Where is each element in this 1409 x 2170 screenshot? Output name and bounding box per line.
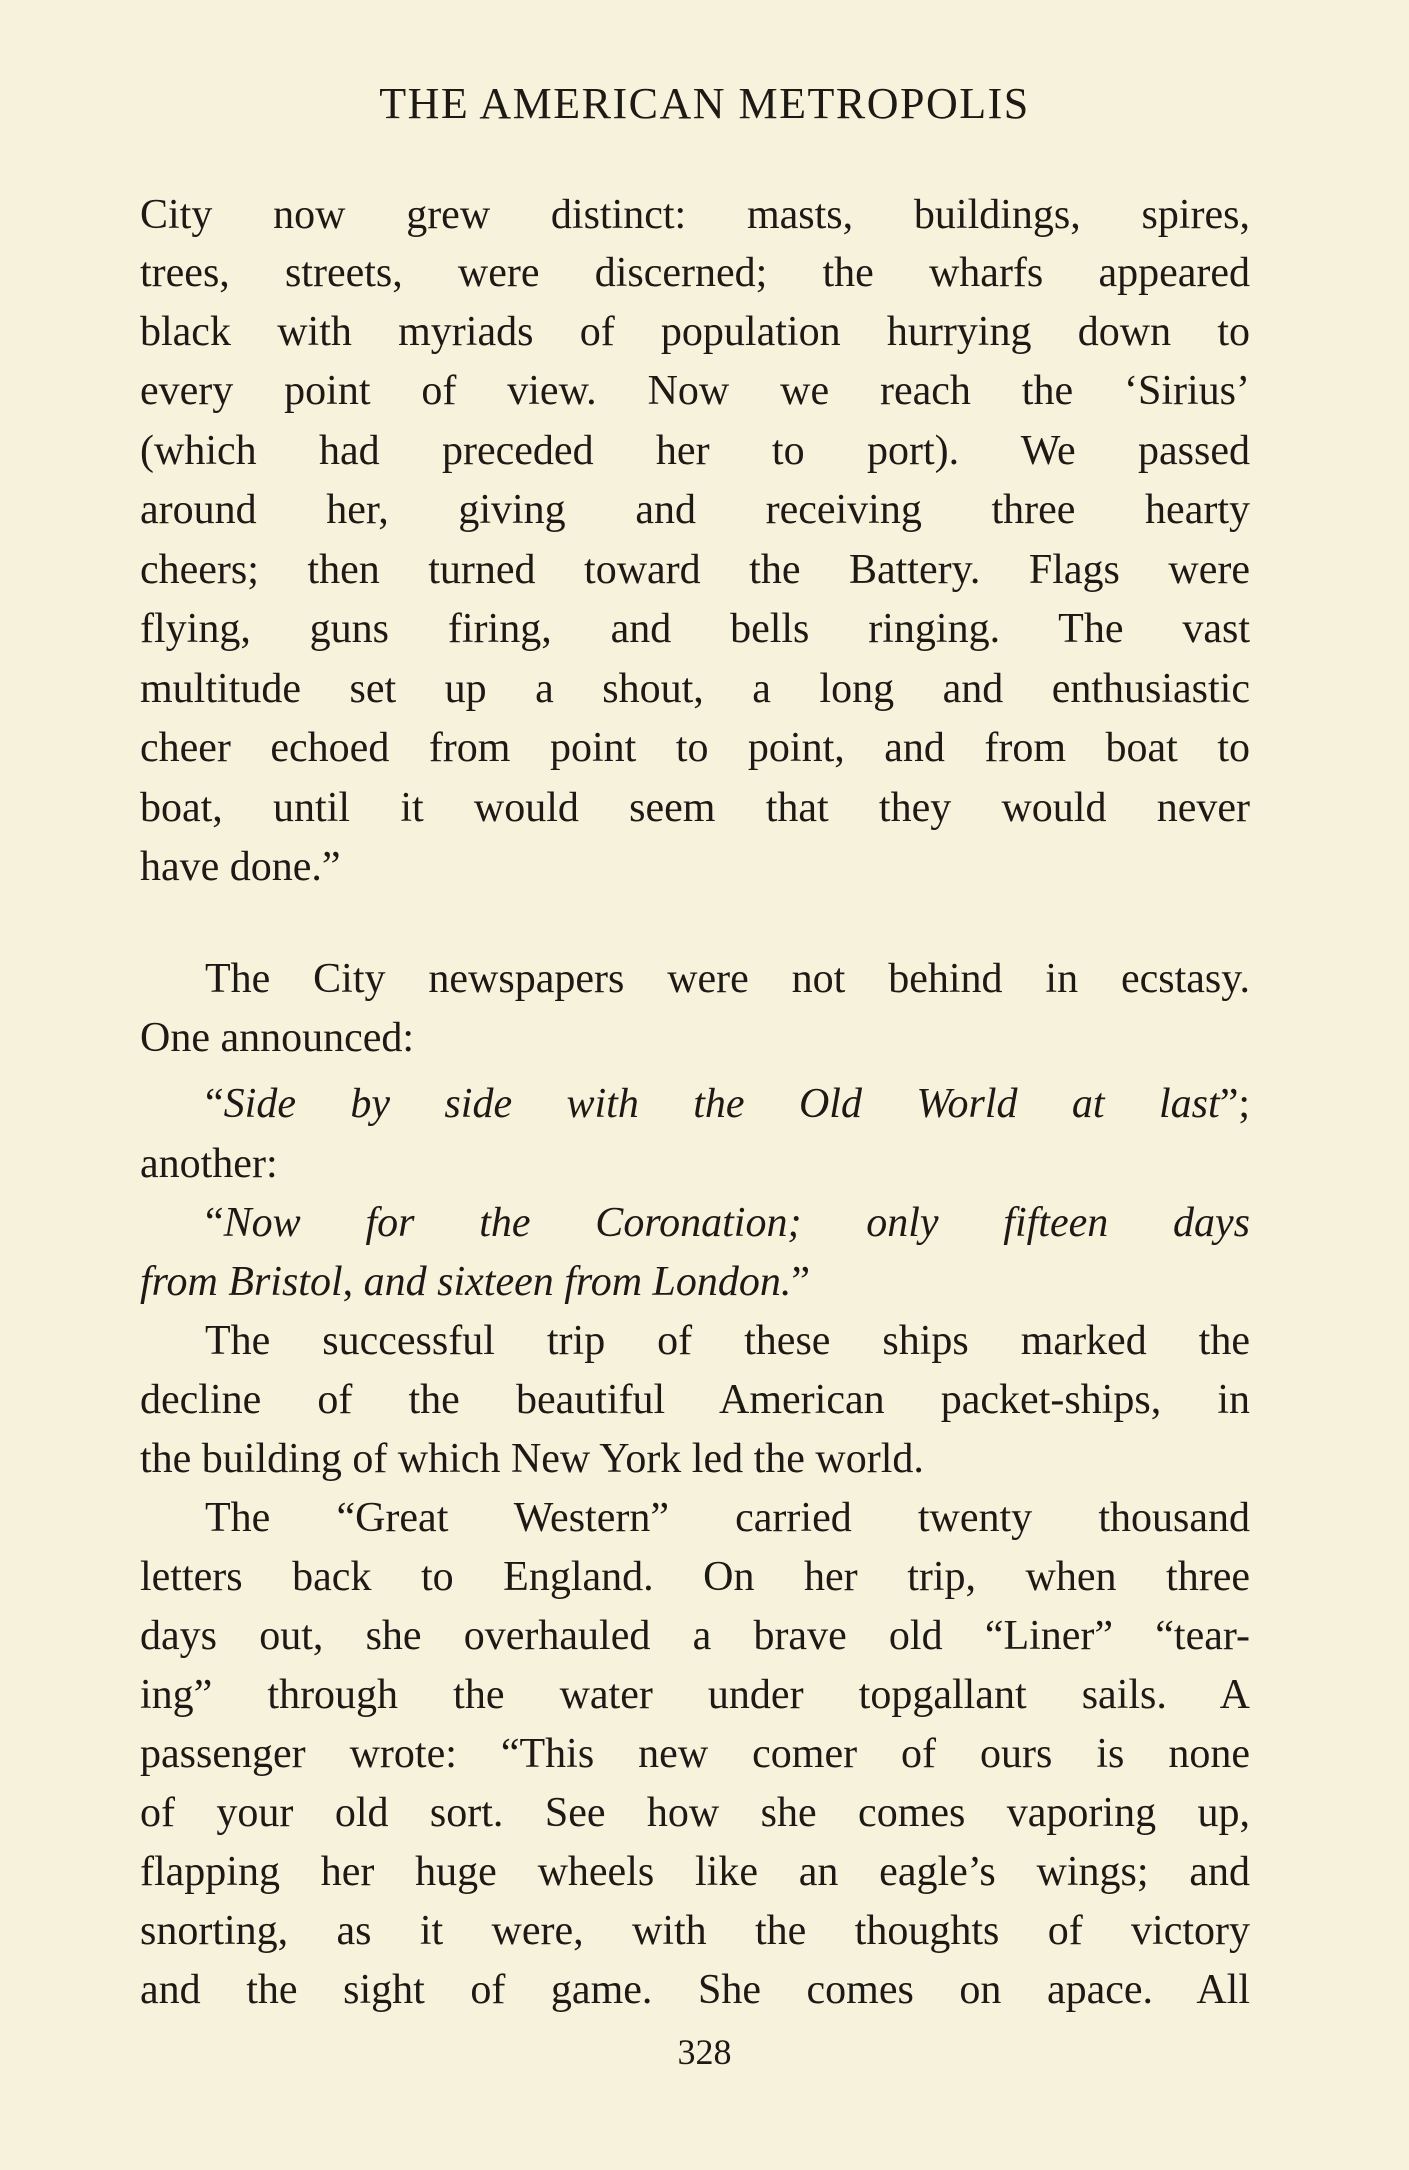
text-line: have done.” xyxy=(140,844,341,890)
text-line: cheers; then turned toward the Battery. Flags were xyxy=(140,547,1250,593)
quote-open: “ xyxy=(205,1200,224,1246)
page-number: 328 xyxy=(677,2032,732,2072)
text-line: letters back to England. On her trip, when three xyxy=(140,1554,1250,1600)
text-line: flying, guns firing, and bells ringing. The vast xyxy=(140,606,1250,652)
text-line: multitude set up a shout, a long and enthusiastic xyxy=(140,666,1250,712)
text-line: another: xyxy=(140,1141,278,1187)
quote-close: ” xyxy=(791,1259,811,1305)
text-line: passenger wrote: “This new comer of ours is none xyxy=(140,1731,1250,1777)
text-line: every point of view. Now we reach the ‘Sirius’ xyxy=(140,368,1250,414)
text-line: decline of the beautiful American packet-ships, in xyxy=(140,1377,1250,1423)
quote-close: ”; xyxy=(1219,1081,1250,1127)
text-line: The “Great Western” carried twenty thousand xyxy=(205,1495,1250,1541)
quote-italic: Side by side with the Old World at last xyxy=(223,1081,1220,1127)
text-line: flapping her huge wheels like an eagle’s wings; and xyxy=(140,1849,1250,1895)
quote-italic: and sixteen from London. xyxy=(363,1259,792,1305)
text-line: snorting, as it were, with the thoughts of victory xyxy=(140,1908,1250,1954)
quote-line xyxy=(205,1077,1250,1131)
quote-italic: from Bristol xyxy=(140,1259,343,1305)
text-line: cheer echoed from point to point, and from boat to xyxy=(140,725,1250,771)
quote-line xyxy=(140,1255,810,1309)
text-line: days out, she overhauled a brave old “Liner” “tear- xyxy=(140,1613,1250,1659)
text-line: One announced: xyxy=(140,1015,415,1061)
text-line: (which had preceded her to port). We passed xyxy=(140,428,1250,474)
text-line: ing” through the water under topgallant sails. A xyxy=(140,1672,1250,1718)
text-line: trees, streets, were discerned; the wharfs appeared xyxy=(140,250,1250,296)
text-line: boat, until it would seem that they would never xyxy=(140,785,1250,831)
quote-line xyxy=(205,1196,1250,1250)
text-line: The City newspapers were not behind in ecstasy. xyxy=(205,956,1250,1002)
text-line: the building of which New York led the world. xyxy=(140,1436,924,1482)
quote-italic: Now for the Coronation; only fifteen days xyxy=(223,1200,1250,1246)
quote-roman: , xyxy=(342,1259,364,1305)
running-head: THE AMERICAN METROPOLIS xyxy=(379,79,1030,128)
text-line: and the sight of game. She comes on apace. All xyxy=(140,1967,1250,2013)
text-line: around her, giving and receiving three hearty xyxy=(140,487,1250,533)
text-line: black with myriads of population hurrying down to xyxy=(140,309,1250,355)
quote-open: “ xyxy=(205,1081,224,1127)
text-line: City now grew distinct: masts, buildings, spires, xyxy=(140,192,1250,238)
text-line: The successful trip of these ships marked the xyxy=(205,1318,1250,1364)
text-line: of your old sort. See how she comes vaporing up, xyxy=(140,1790,1250,1836)
